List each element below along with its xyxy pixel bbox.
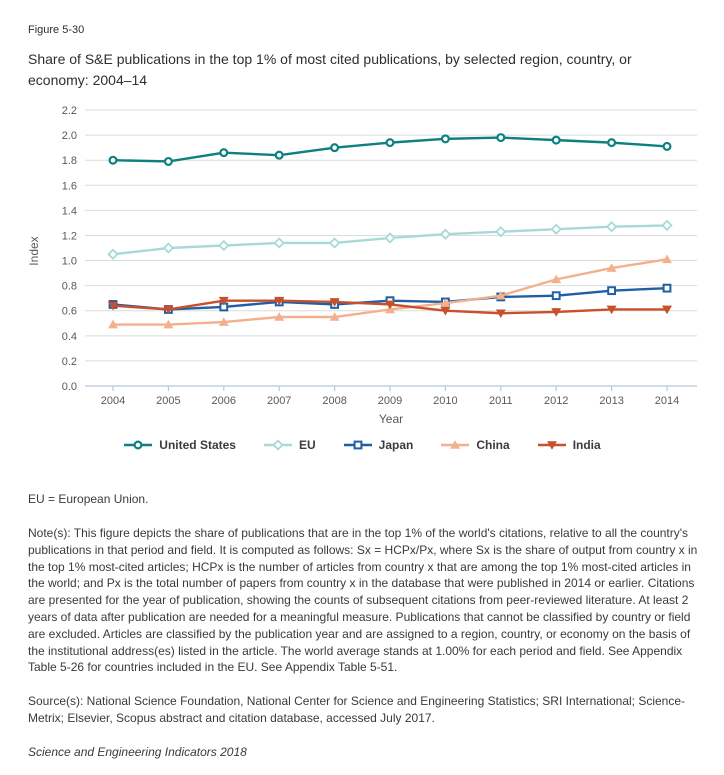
series-eu: [109, 221, 672, 259]
marker-diamond: [109, 250, 118, 259]
x-tick-label: 2007: [266, 395, 292, 407]
y-tick-label: 1.0: [61, 255, 77, 268]
eu-definition: EU = European Union.: [28, 492, 149, 506]
marker-diamond: [219, 241, 228, 250]
x-axis-title: Year: [378, 412, 404, 426]
y-tick-label: 0.6: [61, 305, 77, 318]
legend-item-japan: [343, 438, 414, 452]
legend-label: United States: [159, 438, 236, 452]
marker-diamond: [275, 239, 284, 248]
marker-square: [354, 442, 361, 449]
legend-marker-icon: [123, 439, 153, 451]
y-tick-label: 0.0: [61, 381, 77, 393]
marker-diamond: [552, 225, 561, 234]
marker-circle: [608, 139, 615, 146]
marker-diamond: [386, 234, 395, 243]
marker-diamond: [164, 244, 173, 253]
legend-item-eu: [263, 438, 316, 452]
marker-circle: [165, 158, 172, 165]
legend-marker-icon: [343, 439, 373, 451]
y-tick-label: 1.8: [61, 155, 77, 168]
x-tick-label: 2006: [211, 395, 237, 407]
y-axis-title: Index: [27, 236, 41, 266]
figure-title: Share of S&E publications in the top 1% of most cited publications, by selected region, country, or economy: 2004–14: [28, 51, 632, 88]
figure-number: Figure 5-30: [28, 24, 85, 36]
y-tick-label: 2.0: [61, 130, 77, 143]
marker-circle: [220, 149, 227, 156]
x-tick-label: 2004: [100, 395, 126, 407]
marker-circle: [442, 135, 449, 142]
x-tick-label: 2009: [377, 395, 403, 407]
marker-circle: [331, 144, 338, 151]
legend-item-united-states: [123, 438, 236, 452]
marker-diamond: [663, 221, 672, 230]
series-line: [113, 259, 667, 324]
legend-item-india: [537, 438, 601, 452]
legend: [0, 435, 724, 455]
legend-label: India: [572, 438, 601, 452]
marker-square: [608, 287, 615, 294]
x-tick-label: 2013: [599, 395, 624, 407]
legend-marker-icon: [263, 439, 293, 451]
legend-marker-icon: [537, 439, 567, 451]
marker-circle: [387, 139, 394, 146]
marker-circle: [664, 143, 671, 150]
legend-label: Japan: [378, 438, 414, 452]
line-chart-svg: [0, 101, 724, 431]
marker-circle: [110, 157, 117, 164]
source-text: Source(s): National Science Foundation, National Center for Science and Engineering Statistics; SRI International; Science-Metrix; Elsevier, Scopus abstract and citation database, accessed July 2017.: [28, 694, 686, 725]
marker-circle: [497, 134, 504, 141]
y-tick-label: 1.2: [61, 230, 77, 243]
marker-square: [664, 285, 671, 292]
marker-diamond: [330, 239, 339, 248]
marker-diamond: [441, 230, 450, 239]
marker-circle: [135, 442, 142, 449]
legend-item-china: [440, 438, 509, 452]
legend-marker-icon: [440, 439, 470, 451]
marker-diamond: [607, 222, 616, 231]
x-tick-label: 2008: [322, 395, 347, 407]
x-tick-label: 2005: [156, 395, 181, 407]
marker-square: [553, 292, 560, 299]
marker-circle: [276, 152, 283, 159]
x-tick-label: 2012: [543, 395, 569, 407]
y-tick-label: 0.4: [61, 330, 77, 343]
series-china: [108, 254, 672, 328]
x-tick-label: 2010: [433, 395, 458, 407]
chart: [0, 101, 724, 455]
marker-diamond: [496, 227, 505, 236]
x-tick-label: 2011: [488, 395, 513, 407]
x-tick-label: 2014: [654, 395, 680, 407]
legend-label: China: [476, 438, 510, 452]
y-tick-label: 1.6: [61, 180, 77, 193]
y-tick-label: 1.4: [61, 205, 77, 218]
legend-label: EU: [298, 438, 316, 452]
y-tick-label: 0.8: [61, 280, 77, 293]
marker-circle: [553, 137, 560, 144]
y-tick-label: 2.2: [61, 105, 77, 118]
footer-text: Science and Engineering Indicators 2018: [28, 744, 247, 759]
notes-text: Note(s): This figure depicts the share of publications that are in the top 1% of the world's citations, relative to all the country's publications in that period and field. It is computed as follows: Sx = HCPx/Px, where Sx is the share of output from country x in the top 1% most-cited articles; HCPx is the number of articles from country x that are among the top 1% most-cited articles in the world; and Px is the total number of papers from country x in the database that were published in 2014 or earlier. Citations are presented for the year of publication, showing the counts of subsequent citations from peer-reviewed literature. At least 2 years of data after publication are needed for a meaningful measure. Publications that cannot be classified by country or field are excluded. Articles are classified by the publication year and are assigned to a region, country, or economy on the basis of the institutional address(es) listed in the article. The world average stands at 1.00% for each period and field. See Appendix Table 5-26 for countries included in the EU. See Appendix Table 5-51.: [28, 526, 698, 675]
y-tick-label: 0.2: [61, 355, 77, 368]
marker-diamond: [274, 441, 283, 450]
